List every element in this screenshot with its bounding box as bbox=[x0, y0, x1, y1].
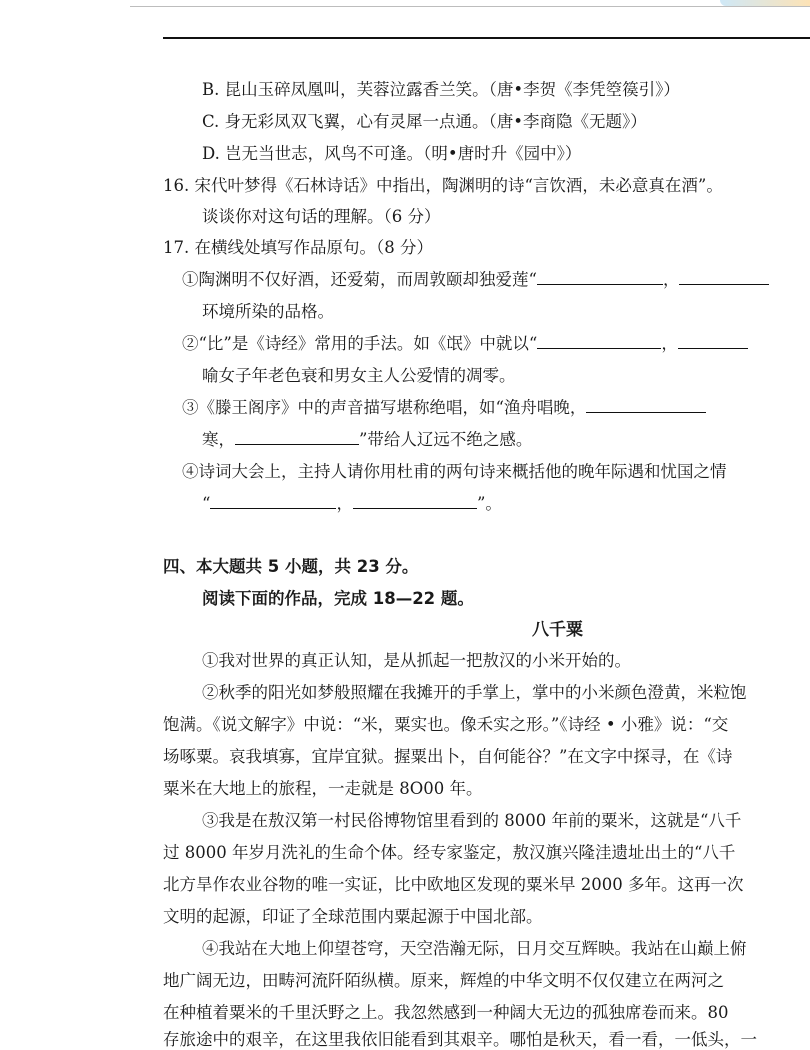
answer-blank[interactable] bbox=[235, 430, 359, 445]
q17-item1-line2: 环境所染的品格。 bbox=[202, 302, 334, 321]
article-p4-line3: 在种植着粟米的千里沃野之上。我忽然感到一种阔大无边的孤独席卷而来。80 bbox=[163, 1003, 729, 1022]
header-rule bbox=[163, 37, 810, 39]
answer-blank[interactable] bbox=[679, 270, 769, 285]
q17-item3-line2 bbox=[202, 430, 532, 450]
q17-item4-comma: ， bbox=[336, 494, 353, 513]
section4-instruction: 阅读下面的作品，完成 18—22 题。 bbox=[202, 589, 474, 608]
answer-blank[interactable] bbox=[678, 334, 748, 349]
answer-blank[interactable] bbox=[586, 398, 706, 413]
q15-option-b: B. 昆山玉碎凤凰叫，芙蓉泣露香兰笑。（唐•李贺《李凭箜篌引》） bbox=[202, 80, 680, 99]
q17-item2-text: ②“比”是《诗经》常用的手法。如《氓》中就以“ bbox=[182, 334, 538, 353]
q15-option-c: C. 身无彩凤双飞翼，心有灵犀一点通。（唐•李商隐《无题》） bbox=[202, 112, 647, 131]
article-p4-line1: ④我站在大地上仰望苍穹，天空浩瀚无际，日月交互辉映。我站在山巅上俯 bbox=[202, 939, 747, 958]
q17-item3-text: ③《滕王阁序》中的声音描写堪称绝唱，如“渔舟唱晚， bbox=[182, 398, 587, 417]
answer-blank[interactable] bbox=[537, 270, 663, 285]
article-p4-line4: 存旅途中的艰辛，在这里我依旧能看到其艰辛。哪怕是秋天，看一看，一低头，一 bbox=[163, 1030, 757, 1049]
answer-blank[interactable] bbox=[537, 334, 661, 349]
q17-item1-comma: ， bbox=[662, 270, 680, 289]
q17-item3 bbox=[182, 398, 706, 418]
article-p3-line4: 文明的起源，印证了全球范围内粟起源于中国北部。 bbox=[163, 907, 543, 926]
q16-line2: 谈谈你对这句话的理解。（6 分） bbox=[202, 207, 441, 226]
q17-item1-text: ①陶渊明不仅好酒，还爱菊，而周敦颐却独爱莲“ bbox=[182, 270, 537, 289]
article-p3-line2: 过 8000 年岁月洗礼的生命个体。经专家鉴定，敖汉旗兴隆洼遗址出土的“八千 bbox=[163, 843, 736, 862]
answer-blank[interactable] bbox=[353, 494, 477, 509]
q17-item2-line2: 喻女子年老色衰和男女主人公爱情的凋零。 bbox=[202, 366, 516, 385]
q17-item2-comma: ， bbox=[661, 334, 678, 353]
article-p2-line1: ②秋季的阳光如梦般照耀在我摊开的手掌上，掌中的小米颜色澄黄，米粒饱 bbox=[202, 683, 747, 702]
q17-item3-line2-start: 寒， bbox=[202, 430, 235, 449]
header-decoration bbox=[720, 0, 810, 6]
q17-item4-close-quote: ”。 bbox=[476, 494, 502, 513]
q16-line1: 16. 宋代叶梦得《石林诗话》中指出，陶渊明的诗“言饮酒，未必意真在酒”。 bbox=[163, 176, 723, 195]
q17-item4-open-quote: “ bbox=[202, 494, 211, 513]
header-rule-thin bbox=[130, 6, 810, 7]
article-p2-line2: 饱满。《说文解字》中说：“米，粟实也。像禾实之形。”《诗经 • 小雅》说：“交 bbox=[163, 715, 729, 734]
q17-item4: ④诗词大会上，主持人请你用杜甫的两句诗来概括他的晚年际遇和忧国之情 bbox=[182, 462, 727, 481]
article-title: 八千粟 bbox=[532, 620, 583, 640]
article-p3-line1: ③我是在敖汉第一村民俗博物馆里看到的 8000 年前的粟米，这就是“八千 bbox=[202, 811, 742, 830]
article-p2-line4: 粟米在大地上的旅程，一走就是 8O00 年。 bbox=[163, 779, 483, 798]
article-p1: ①我对世界的真正认知，是从抓起一把敖汉的小米开始的。 bbox=[202, 651, 631, 670]
article-p2-line3: 场啄粟。哀我填寡，宜岸宜狱。握粟出卜，自何能谷？”在文字中探寻，在《诗 bbox=[163, 747, 733, 766]
answer-blank[interactable] bbox=[210, 494, 336, 509]
q17-item4-line2 bbox=[202, 494, 502, 514]
article-p4-line2: 地广阔无边，田畴河流阡陌纵横。原来，辉煌的中华文明不仅仅建立在两河之 bbox=[163, 971, 724, 990]
q17-item3-line2-end: ”带给人辽远不绝之感。 bbox=[359, 430, 533, 449]
q15-option-d: D. 岂无当世志，风鸟不可逢。（明•唐时升《园中》） bbox=[202, 144, 582, 163]
q17-heading: 17. 在横线处填写作品原句。（8 分） bbox=[163, 238, 433, 257]
section4-heading: 四、本大题共 5 小题，共 23 分。 bbox=[163, 557, 419, 576]
article-p3-line3: 北方旱作农业谷物的唯一实证，比中欧地区发现的粟米早 2000 多年。这再一次 bbox=[163, 875, 744, 894]
q17-item2 bbox=[182, 334, 748, 354]
q17-item1 bbox=[182, 270, 769, 290]
